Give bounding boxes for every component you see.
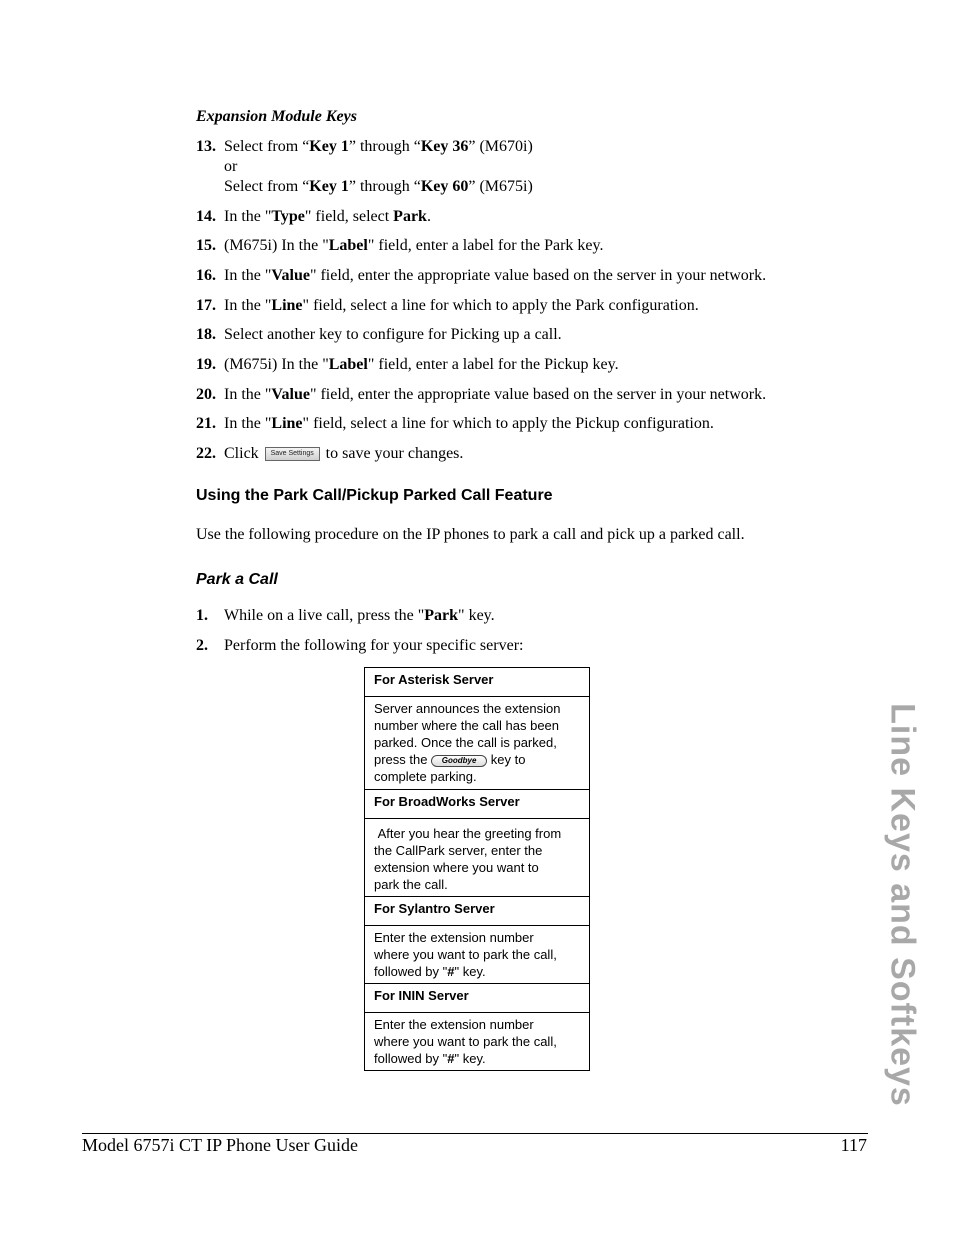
sylantro-body: Enter the extension number where you want to park the call, followed by "#" key. — [365, 926, 590, 984]
footer-divider — [82, 1133, 868, 1134]
goodbye-key-icon: Goodbye — [431, 755, 487, 767]
section-heading: Using the Park Call/Pickup Parked Call Feature — [196, 487, 553, 504]
park-step-1: 1. While on a live call, press the "Park" key. — [196, 607, 495, 624]
footer-title: Model 6757i CT IP Phone User Guide — [82, 1135, 358, 1155]
step-22: 22. Click Save Settings to save your changes. — [196, 445, 464, 462]
asterisk-header: For Asterisk Server — [365, 668, 590, 697]
chapter-side-tab: Line Keys and Softkeys — [883, 703, 922, 1107]
broadworks-header: For BroadWorks Server — [365, 790, 590, 819]
step-13: 13. Select from “Key 1” through “Key 36” (M670i) — [196, 138, 533, 155]
step-16: 16. In the "Value" field, enter the appropriate value based on the server in your network. — [196, 267, 767, 284]
step-21: 21. In the "Line" field, select a line for which to apply the Pickup configuration. — [196, 415, 714, 432]
step-13-alt: Select from “Key 1” through “Key 60” (M675i) — [224, 178, 533, 195]
server-table — [364, 667, 590, 1071]
subsection-title: Expansion Module Keys — [196, 108, 357, 125]
table-row — [365, 984, 590, 1013]
table-row — [365, 897, 590, 926]
table-row — [365, 926, 590, 984]
asterisk-body: Server announces the extension number where the call has been parked. Once the call is parked, press the Goodbye key to complete parking. — [365, 697, 590, 790]
inin-header: For ININ Server — [365, 984, 590, 1013]
page-number: 117 — [840, 1135, 867, 1155]
step-19: 19. (M675i) In the "Label" field, enter a label for the Pickup key. — [196, 356, 619, 373]
table-row — [365, 697, 590, 790]
intro-paragraph: Use the following procedure on the IP phones to park a call and pick up a parked call. — [196, 526, 745, 543]
table-row — [365, 1013, 590, 1071]
step-17: 17. In the "Line" field, select a line for which to apply the Park configuration. — [196, 297, 699, 314]
step-20: 20. In the "Value" field, enter the appropriate value based on the server in your network. — [196, 386, 767, 403]
step-13-or: or — [224, 158, 238, 175]
step-15: 15. (M675i) In the "Label" field, enter a label for the Park key. — [196, 237, 604, 254]
table-row — [365, 819, 590, 897]
table-row — [365, 790, 590, 819]
inin-body: Enter the extension number where you want to park the call, followed by "#" key. — [365, 1013, 590, 1071]
save-settings-button[interactable]: Save Settings — [265, 447, 320, 461]
table-row — [365, 668, 590, 697]
step-14: 14. In the "Type" field, select Park. — [196, 208, 431, 225]
park-step-2: 2. Perform the following for your specific server: — [196, 637, 524, 654]
step-18: 18. Select another key to configure for Picking up a call. — [196, 326, 562, 343]
broadworks-body: After you hear the greeting from the CallPark server, enter the extension where you want to park the call. — [365, 819, 590, 897]
sylantro-header: For Sylantro Server — [365, 897, 590, 926]
park-a-call-title: Park a Call — [196, 571, 278, 588]
